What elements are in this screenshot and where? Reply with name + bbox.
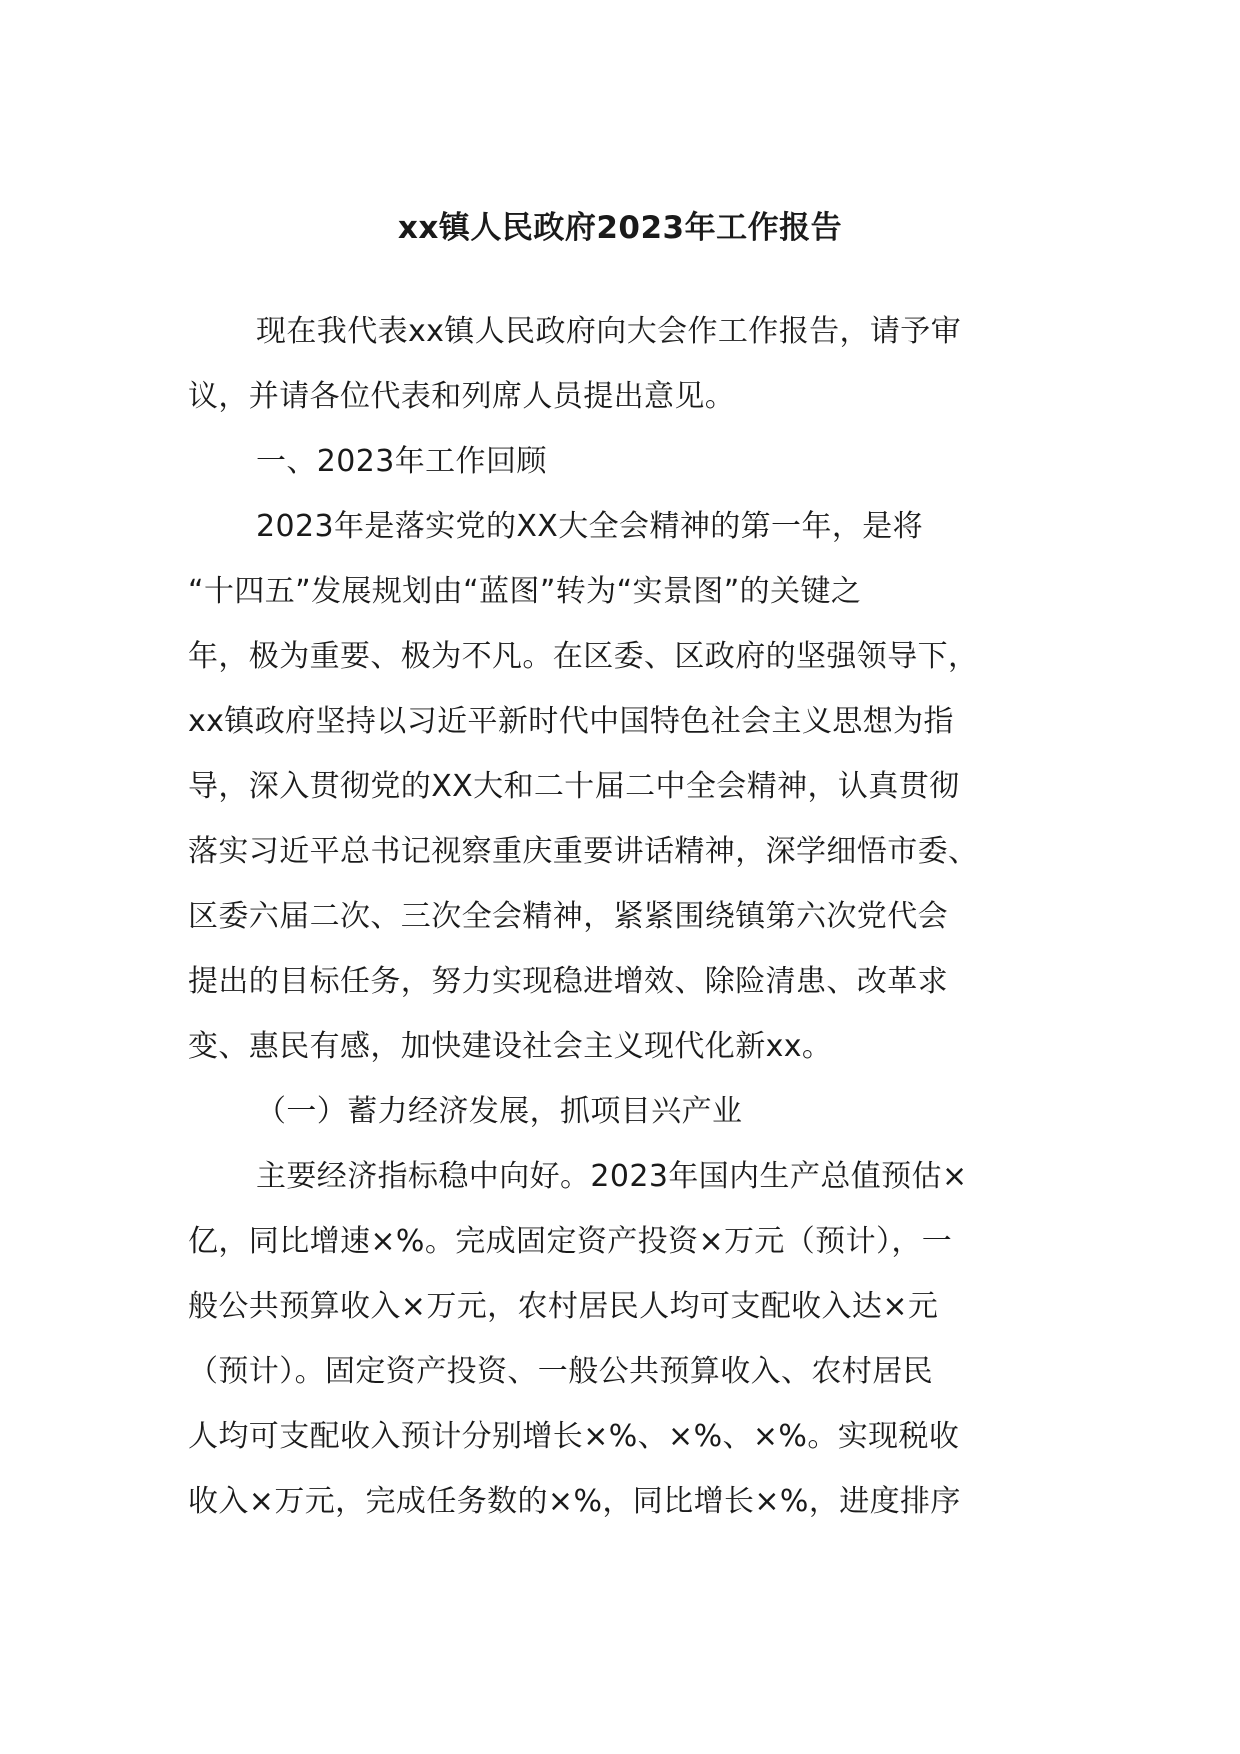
text-line: 现在我代表xx镇人民政府向大会作工作报告，请予审 (256, 314, 962, 349)
text-line: （预计）。固定资产投资、一般公共预算收入、农村居民 (188, 1354, 933, 1389)
paragraph-economy (188, 1144, 1050, 1534)
text-line: 人均可支配收入预计分别增长×%、×%、×%。实现税收 (188, 1419, 960, 1454)
text-line: 变、惠民有感，加快建设社会主义现代化新xx。 (188, 1029, 833, 1064)
text-line: 收入×万元，完成任务数的×%，同比增长×%，进度排序 (188, 1484, 961, 1519)
text-line: （一）蓄力经济发展，抓项目兴产业 (256, 1094, 743, 1129)
text-line: 提出的目标任务，努力实现稳进增效、除险清患、改革求 (188, 964, 948, 999)
document-title: xx镇人民政府2023年工作报告 (397, 210, 843, 246)
document-body (188, 299, 1050, 1534)
text-line: 般公共预算收入×万元，农村居民人均可支配收入达×元 (188, 1289, 939, 1324)
paragraph-review (188, 494, 1050, 1079)
text-line: 主要经济指标稳中向好。2023年国内生产总值预估× (256, 1159, 968, 1194)
text-line: “十四五”发展规划由“蓝图”转为“实景图”的关键之 (188, 574, 862, 609)
text-line: xx镇政府坚持以习近平新时代中国特色社会主义思想为指 (188, 704, 954, 739)
text-line: 导，深入贯彻党的XX大和二十届二中全会精神，认真贯彻 (188, 769, 960, 804)
subsection-heading (188, 1079, 1050, 1144)
text-line: 落实习近平总书记视察重庆重要讲话精神，深学细悟市委、 (188, 834, 979, 869)
paragraph-intro (188, 299, 1050, 429)
text-line: 年，极为重要、极为不凡。在区委、区政府的坚强领导下， (188, 639, 979, 674)
text-line: 一、2023年工作回顾 (256, 444, 547, 479)
text-line: 2023年是落实党的XX大全会精神的第一年，是将 (256, 509, 924, 544)
text-line: 议，并请各位代表和列席人员提出意见。 (188, 379, 736, 414)
section-heading (188, 429, 1050, 494)
text-line: 亿，同比增速×%。完成固定资产投资×万元（预计），一 (188, 1224, 953, 1259)
text-line: 区委六届二次、三次全会精神，紧紧围绕镇第六次党代会 (188, 899, 948, 934)
